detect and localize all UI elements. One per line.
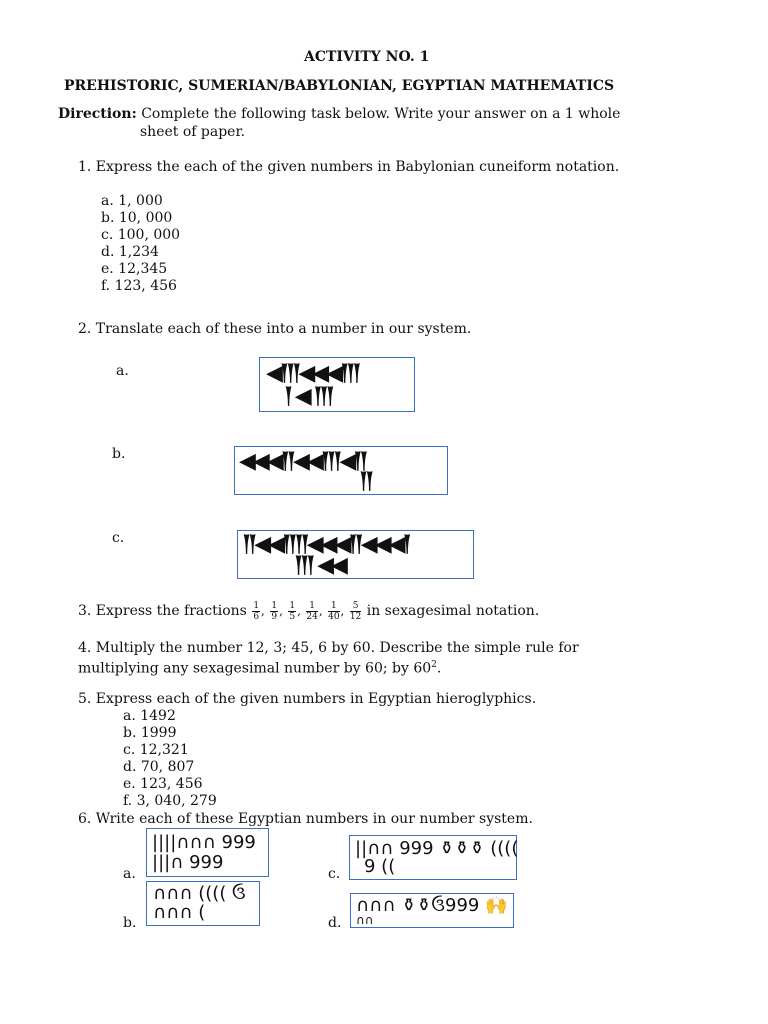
- fraction-1-40: $\frac{1}{40}$: [328, 600, 340, 622]
- q1-item-e: e. 12,345: [101, 261, 168, 277]
- egyptian-figure-b: [146, 881, 260, 926]
- egyptian-c-line-2: 9 ((: [364, 856, 396, 877]
- q6-label-c: c.: [328, 866, 341, 882]
- cuneiform-c-line-2: 𒁹𒁹𒁹 ◀◀: [294, 553, 345, 578]
- q5-item-d: d. 70, 807: [123, 759, 195, 775]
- direction-line-2: sheet of paper.: [140, 124, 246, 140]
- question-4-line-2: multiplying any sexagesimal number by 60; by $60^2$.: [78, 660, 442, 677]
- egyptian-d-line-2: ∩∩: [356, 913, 374, 927]
- direction-line-1: [58, 106, 620, 123]
- q5-item-b: b. 1999: [123, 725, 177, 741]
- q2-label-b: b.: [112, 446, 126, 462]
- question-3: 3. Express the fractions $\frac{1}{6}$ , $\frac{1}{9}$ , $\frac{1}{5}$ , $\frac{1}{24}$ , $\frac{1}{40}$ , $\frac{5}{12}$ in sexagesimal notation.: [78, 600, 540, 622]
- fraction-1-6: $\frac{1}{6}$: [253, 600, 260, 622]
- cuneiform-a-line-2: 𒁹 ◀ 𒁹𒁹𒁹: [284, 384, 332, 409]
- q6-label-b: b.: [123, 915, 137, 931]
- direction-text: Complete the following task below. Write your answer on a 1 whole: [141, 106, 621, 122]
- fraction-1-9: $\frac{1}{9}$: [271, 600, 278, 622]
- q5-item-e: e. 123, 456: [123, 776, 203, 792]
- fraction-5-12: $\frac{5}{12}$: [349, 600, 362, 622]
- q5-item-f: f. 3, 040, 279: [123, 793, 217, 809]
- cuneiform-figure-c: [237, 530, 474, 579]
- q1-item-d: d. 1,234: [101, 244, 159, 260]
- fraction-1-24: $\frac{1}{24}$: [306, 600, 318, 622]
- q1-item-f: f. 123, 456: [101, 278, 177, 294]
- egyptian-b-line-1: ∩∩∩ (((( ઉ: [153, 883, 246, 904]
- question-6: 6. Write each of these Egyptian numbers in our number system.: [78, 811, 533, 827]
- cuneiform-b-line-2: 𒁹𒁹: [359, 469, 372, 494]
- cuneiform-figure-a: [259, 357, 415, 412]
- q5-item-c: c. 12,321: [123, 742, 189, 758]
- q5-item-a: a. 1492: [123, 708, 176, 724]
- egyptian-figure-a: [146, 828, 269, 877]
- question-2: 2. Translate each of these into a number in our system.: [78, 321, 472, 337]
- q1-item-b: b. 10, 000: [101, 210, 173, 226]
- cuneiform-b-line-1: ◀◀◀𒁹𒁹◀◀𒁹𒁹𒁹◀𒁹𒁹: [239, 449, 366, 474]
- cuneiform-figure-b: [234, 446, 448, 495]
- q6-label-d: d.: [328, 915, 342, 931]
- cuneiform-c-line-1: 𒁹𒁹◀◀𒁹𒁹𒁹𒁹◀◀◀𒁹𒁹◀◀◀𒁹: [242, 532, 409, 557]
- q3-prefix: 3. Express the fractions: [78, 603, 247, 619]
- egyptian-d-line-1: ∩∩∩ ⚱⚱ઉ999 🙌: [356, 895, 508, 916]
- q2-label-a: a.: [116, 363, 129, 379]
- q1-item-c: c. 100, 000: [101, 227, 181, 243]
- q2-label-c: c.: [112, 530, 125, 546]
- egyptian-c-line-1: ||∩∩ 999 ⚱⚱⚱ ((((: [355, 838, 519, 859]
- q3-suffix: in sexagesimal notation.: [366, 603, 540, 619]
- cuneiform-a-line-1: ◀𒁹𒁹𒁹◀◀◀𒁹𒁹𒁹: [266, 361, 359, 386]
- egyptian-a-line-1: ||||∩∩∩ 999: [152, 832, 256, 853]
- question-5: 5. Express each of the given numbers in Egyptian hieroglyphics.: [78, 691, 537, 707]
- egyptian-figure-c: [349, 835, 517, 880]
- egyptian-a-line-2: |||∩ 999: [152, 852, 224, 873]
- q1-item-a: a. 1, 000: [101, 193, 163, 209]
- egyptian-b-line-2: ∩∩∩ (: [153, 902, 206, 923]
- direction-label: Direction:: [58, 106, 137, 122]
- egyptian-figure-d: [350, 893, 514, 928]
- question-4-line-1: 4. Multiply the number 12, 3; 45, 6 by 60. Describe the simple rule for: [78, 640, 579, 656]
- q6-label-a: a.: [123, 866, 136, 882]
- question-1: 1. Express the each of the given numbers in Babylonian cuneiform notation.: [78, 159, 620, 175]
- fraction-1-5: $\frac{1}{5}$: [289, 600, 296, 622]
- activity-subtitle: PREHISTORIC, SUMERIAN/BABYLONIAN, EGYPTIAN MATHEMATICS: [64, 78, 615, 94]
- activity-title: ACTIVITY NO. 1: [304, 49, 430, 65]
